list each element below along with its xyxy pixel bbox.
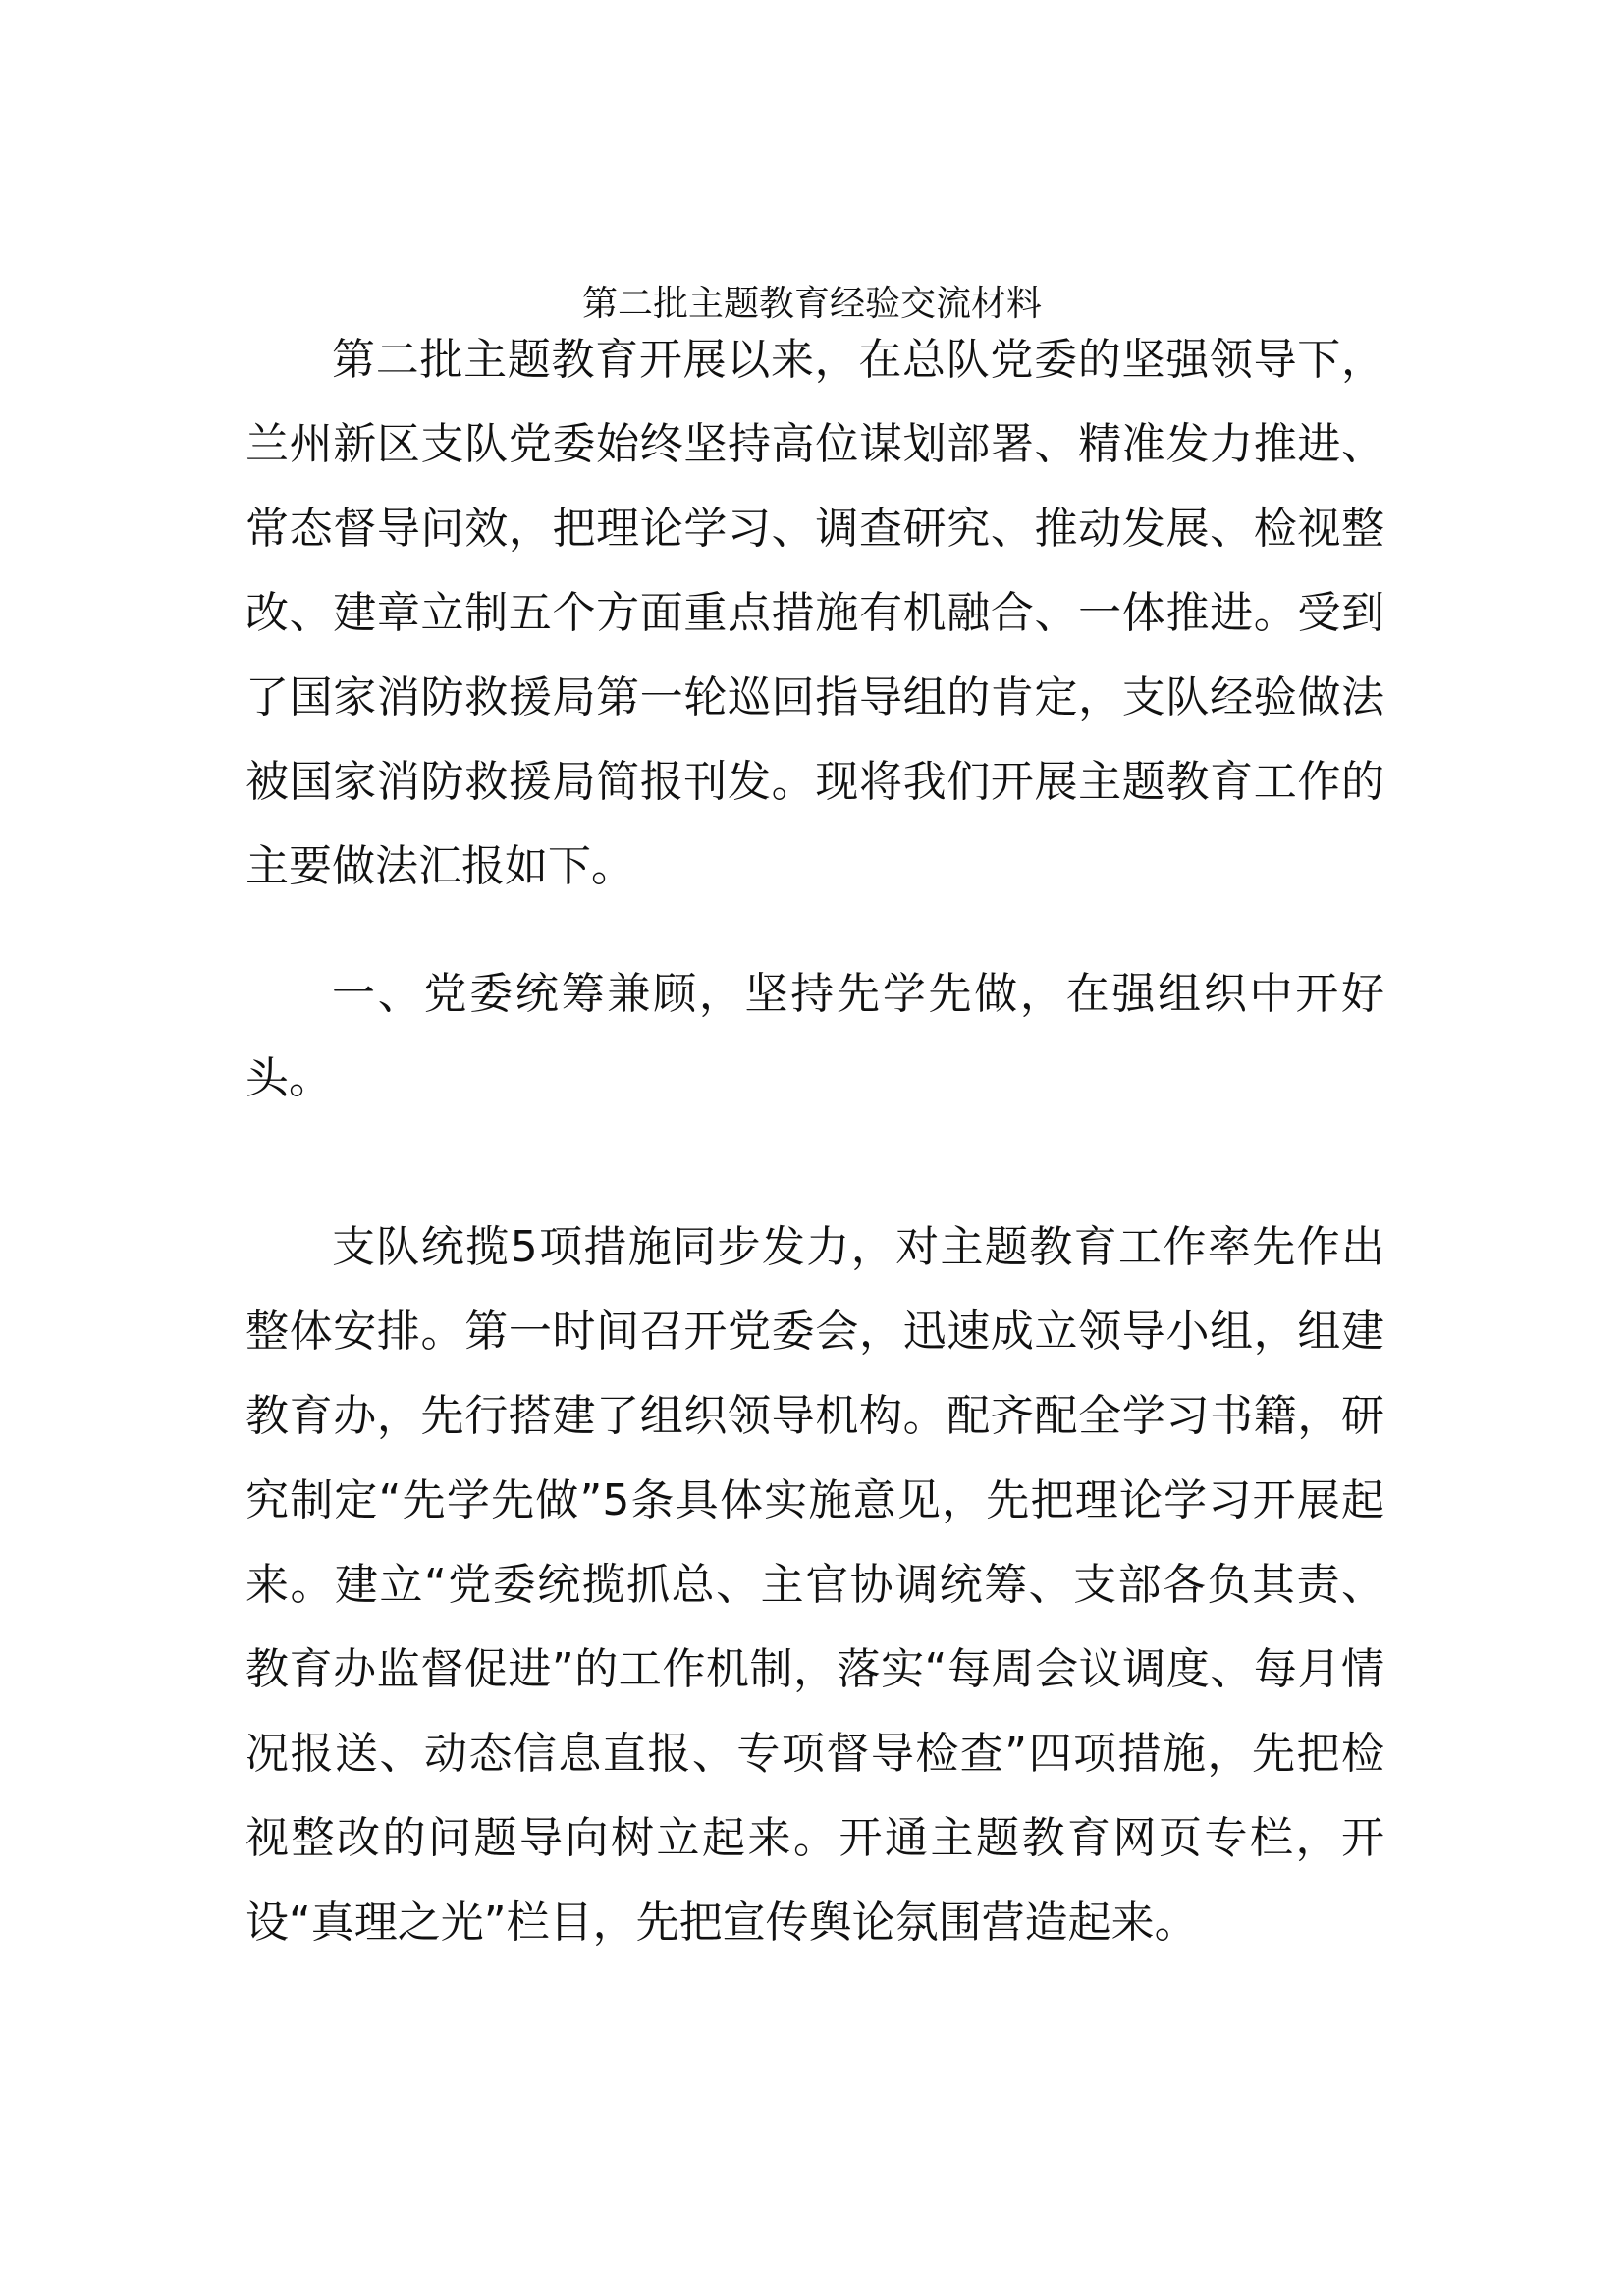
section-heading-text: 一、党委统筹兼顾，坚持先学先做，在强组织中开好头。 — [245, 969, 1384, 1103]
paragraph-intro — [245, 318, 1384, 909]
section-heading-1 — [245, 952, 1384, 1121]
paragraph-text: 第二批主题教育开展以来，在总队党委的坚强领导下，兰州新区支队党委始终坚持高位谋划部署、精准发力推进、常态督导问效，把理论学习、调查研究、推动发展、检视整改、建章立制五个方面重点措施有机融合、一体推进。受到了国家消防救援局第一轮巡回指导组的肯定，支队经验做法被国家消防救援局简报刊发。现将我们开展主题教育工作的主要做法汇报如下。 — [245, 335, 1384, 891]
paragraph-section-1 — [245, 1205, 1384, 1965]
paragraph-text: 支队统揽5项措施同步发力，对主题教育工作率先作出整体安排。第一时间召开党委会，迅速成立领导小组，组建教育办，先行搭建了组织领导机构。配齐配全学习书籍，研究制定“先学先做”5条具体实施意见，先把理论学习开展起来。建立“党委统揽抓总、主官协调统筹、支部各负其责、教育办监督促进”的工作机制，落实“每周会议调度、每月情况报送、动态信息直报、专项督导检查”四项措施，先把检视整改的问题导向树立起来。开通主题教育网页专栏，开设“真理之光”栏目，先把宣传舆论氛围营造起来。 — [245, 1222, 1384, 1948]
document-title: 第二批主题教育经验交流材料 — [581, 284, 1042, 324]
